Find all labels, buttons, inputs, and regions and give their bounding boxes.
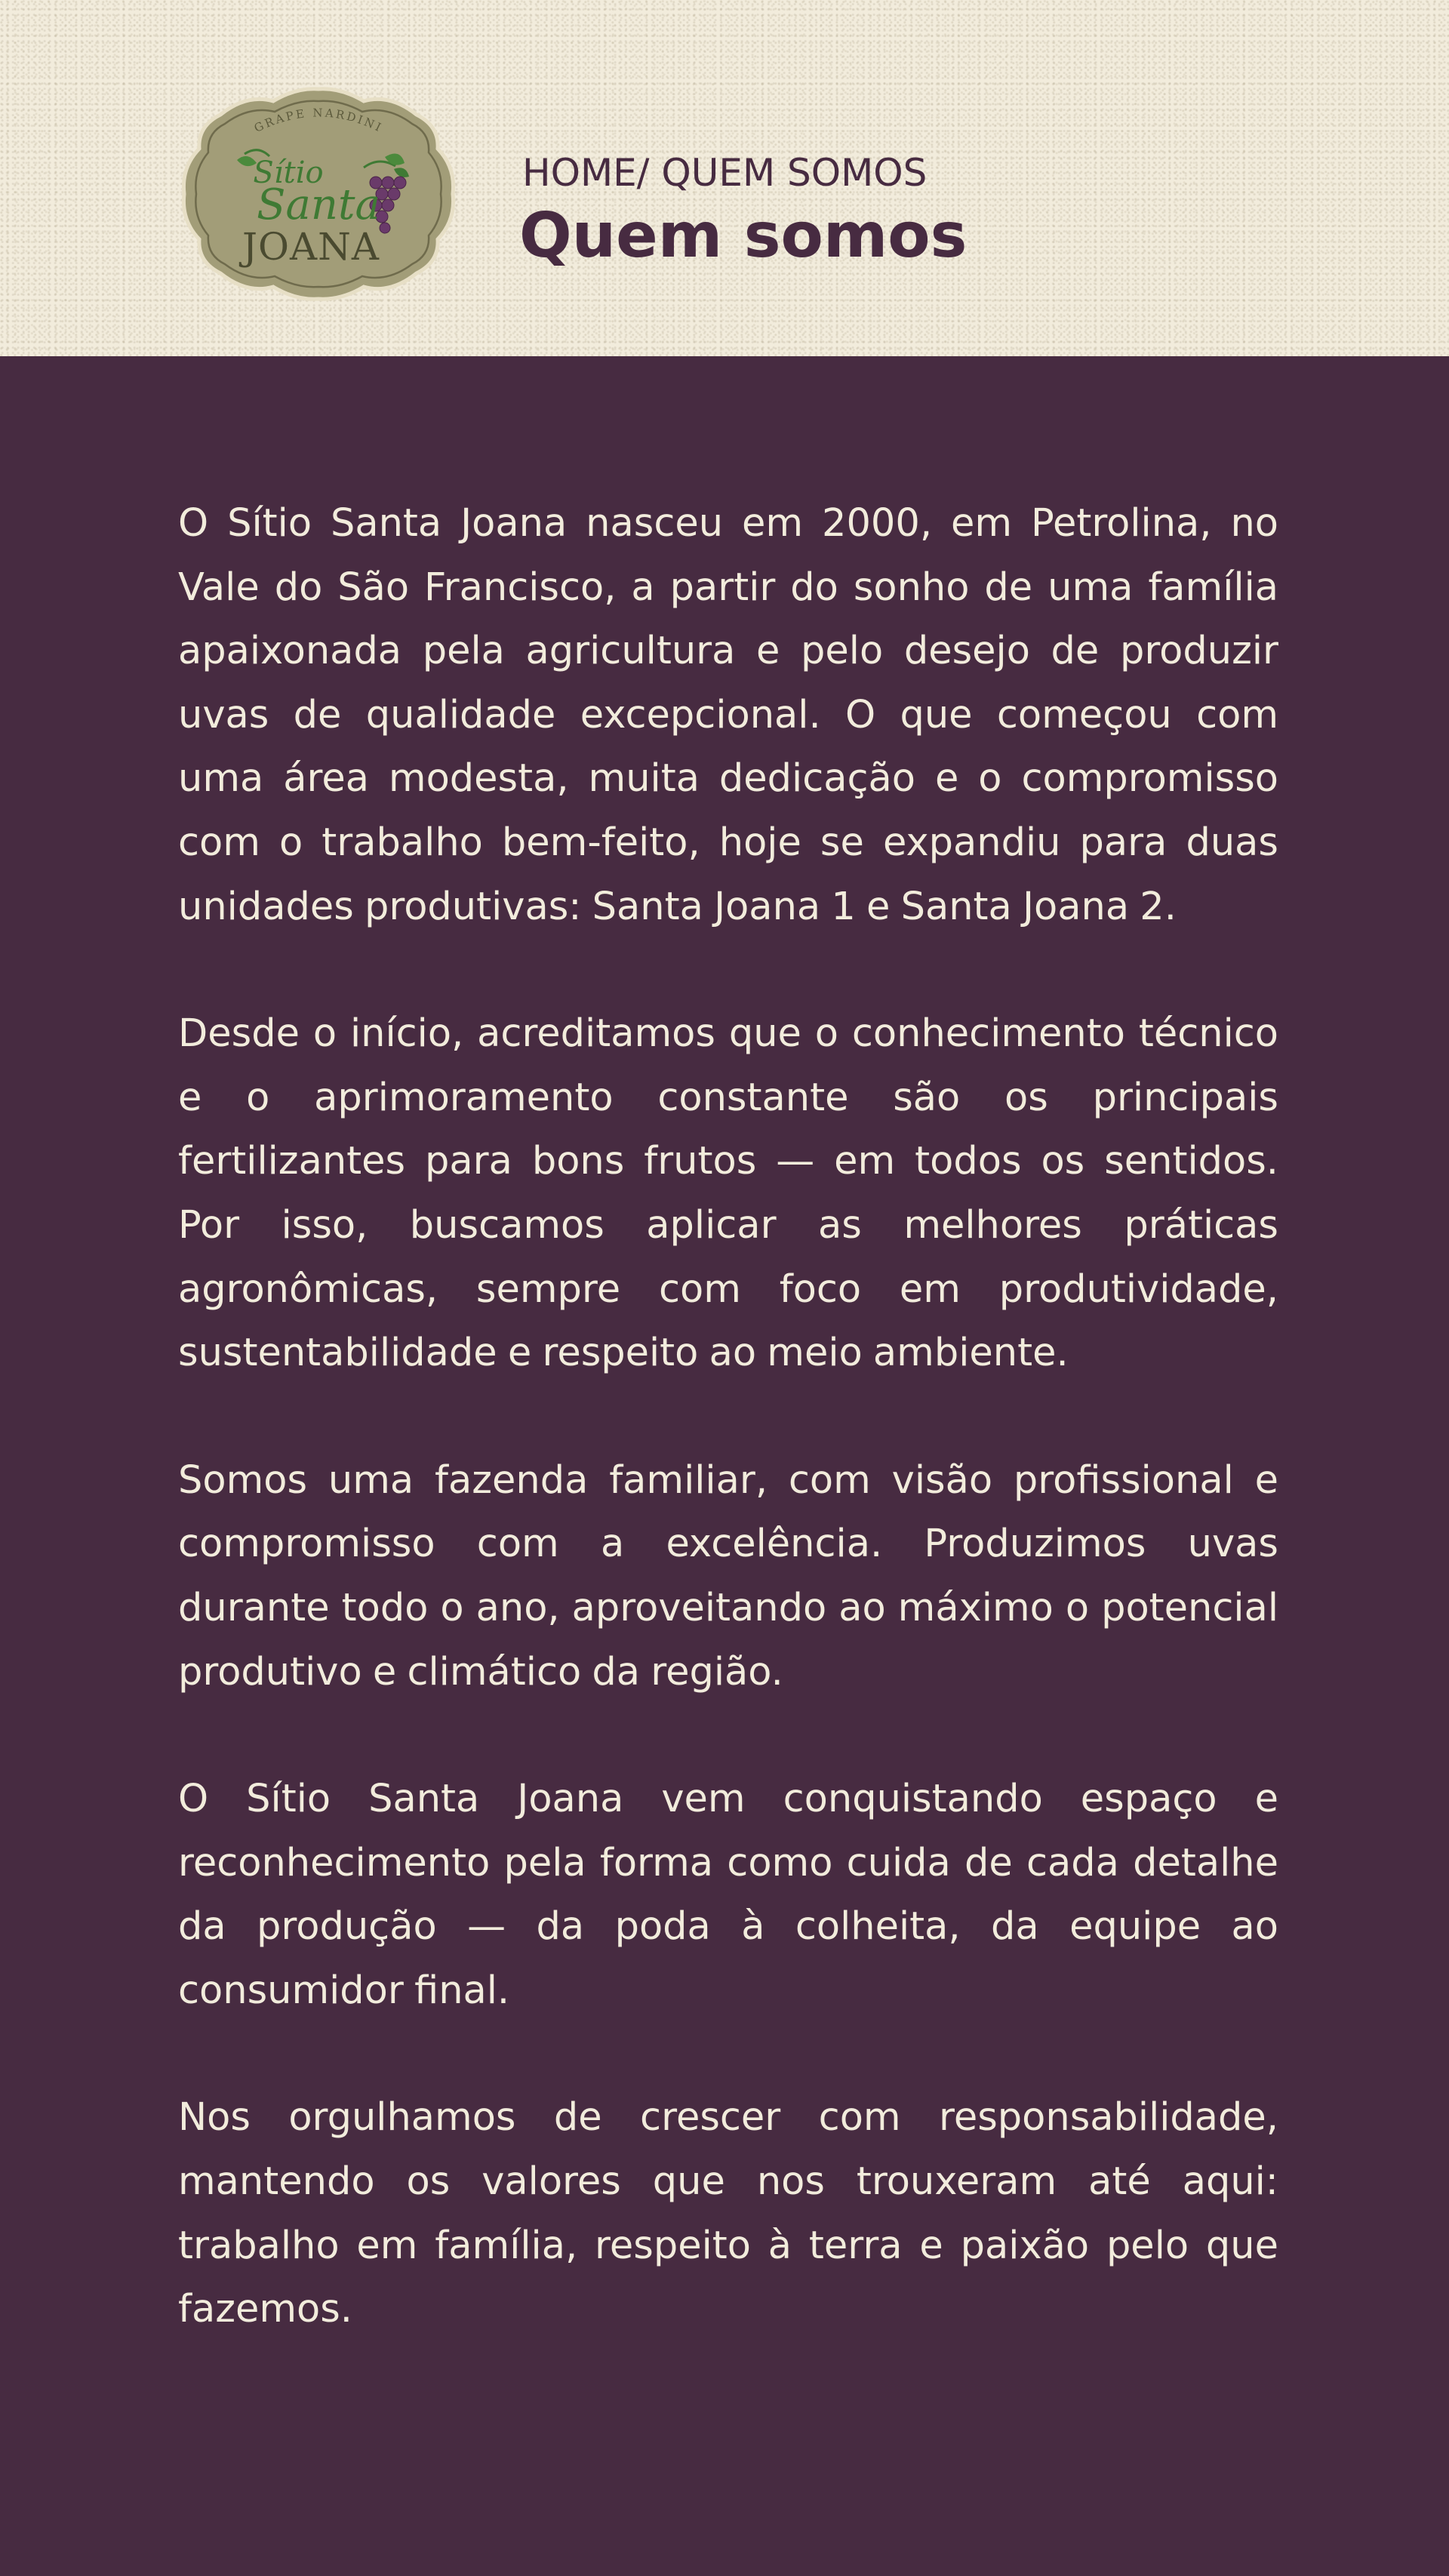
santa-joana-logo xyxy=(175,85,462,303)
page-header xyxy=(0,0,1449,356)
about-paragraph-5: Nos orgulhamos de crescer com responsabilidade, mantendo os valores que nos trouxeram até aqui: trabalho em família, respeito à terra e paixão pelo que fazemos. xyxy=(178,2095,1278,2332)
about-content xyxy=(178,492,1278,2342)
logo-line3: JOANA xyxy=(242,225,380,269)
about-paragraph-4: O Sítio Santa Joana vem conquistando espaço e reconhecimento pela forma como cuida de cada detalhe da produção — da poda à colheita, da equipe ao consumidor final. xyxy=(178,1777,1278,2013)
about-paragraph-3: Somos uma fazenda familiar, com visão profissional e compromisso com a excelência. Produzimos uvas durante todo o ano, aproveitando ao máximo o potencial produtivo e climático da região. xyxy=(178,1457,1278,1694)
breadcrumb[interactable]: HOME/ QUEM SOMOS xyxy=(522,151,928,195)
page-title: Quem somos xyxy=(519,200,968,272)
about-paragraph-1: O Sítio Santa Joana nasceu em 2000, em Petrolina, no Vale do São Francisco, a partir do sonho de uma família apaixonada pela agricultura e pelo desejo de produzir uvas de qualidade excepcional. O que começou com uma área modesta, muita dedicação e o compromisso com o trabalho bem-feito, hoje se expandiu para duas unidades produtivas: Santa Joana 1 e Santa Joana 2. xyxy=(178,501,1278,929)
logo-line2: Santa xyxy=(257,180,380,229)
logo-line1: Sítio xyxy=(253,155,324,190)
about-paragraph-2: Desde o início, acreditamos que o conhecimento técnico e o aprimoramento constante são os principais fertilizantes para bons frutos — em todos os sentidos. Por isso, buscamos aplicar as melhores práticas agronômicas, sempre com foco em produtividade, sustentabilidade e respeito ao meio ambiente. xyxy=(178,1011,1278,1376)
logo-arc-text: GRAPE NARDINI xyxy=(251,106,386,136)
